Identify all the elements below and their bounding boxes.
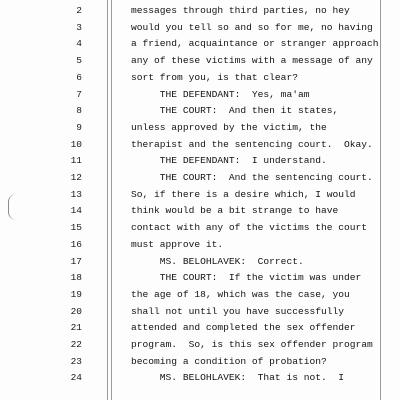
right-margin-rule: [380, 0, 381, 400]
line-number: 7: [76, 88, 82, 100]
line-text: think would be a bit strange to have: [131, 205, 339, 217]
line-number: 6: [76, 71, 82, 83]
line-text: a friend, acquaintance or stranger approach: [131, 38, 379, 50]
line-number: 24: [70, 372, 82, 384]
line-text: therapist and the sentencing court. Okay.: [131, 138, 373, 150]
line-number: 19: [70, 288, 82, 300]
transcript-line: [0, 372, 380, 392]
line-number: 21: [70, 322, 82, 334]
line-text: becoming a condition of probation?: [131, 355, 327, 367]
line-number: 13: [70, 188, 82, 200]
line-number: 23: [70, 355, 82, 367]
line-number: 22: [70, 339, 82, 350]
line-number: 8: [76, 105, 82, 117]
line-text: messages through third parties, no hey: [131, 5, 350, 16]
line-text: So, if there is a desire which, I would: [131, 188, 356, 200]
line-text: sort from you, is that clear?: [131, 71, 298, 83]
line-number: 11: [70, 155, 82, 167]
line-number: 14: [70, 205, 82, 217]
line-text: must approve it.: [131, 238, 224, 250]
line-number: 18: [70, 272, 82, 284]
line-text: would you tell so and so for me, no having: [131, 21, 373, 33]
line-text: shall not until you have successfully: [131, 305, 345, 317]
line-number: 17: [70, 255, 82, 267]
line-text: contact with any of the victims the court: [131, 222, 368, 234]
line-text: THE DEFENDANT: I understand.: [131, 155, 327, 167]
line-text: THE COURT: And the sentencing court.: [131, 172, 373, 183]
line-number: 3: [76, 21, 82, 33]
line-text: attended and completed the sex offender: [131, 322, 356, 334]
line-number: 4: [76, 38, 82, 50]
line-text: MS. BELOHLAVEK: Correct.: [131, 255, 304, 267]
line-text: THE DEFENDANT: Yes, ma'am: [131, 88, 310, 100]
line-number: 2: [76, 5, 82, 16]
line-text: any of these victims with a message of any: [131, 55, 373, 67]
line-number: 20: [70, 305, 82, 317]
line-text: THE COURT: If the victim was under: [131, 272, 362, 284]
line-number: 9: [76, 121, 82, 133]
line-text: the age of 18, which was the case, you: [131, 288, 350, 300]
line-number: 12: [70, 172, 82, 183]
line-number: 10: [70, 138, 82, 150]
line-text: unless approved by the victim, the: [131, 121, 327, 133]
line-number: 16: [70, 238, 82, 250]
line-text: MS. BELOHLAVEK: That is not. I: [131, 372, 345, 384]
line-text: THE COURT: And then it states,: [131, 105, 339, 117]
line-number: 15: [70, 222, 82, 234]
line-text: program. So, is this sex offender program: [131, 339, 373, 350]
line-number: 5: [76, 55, 82, 67]
